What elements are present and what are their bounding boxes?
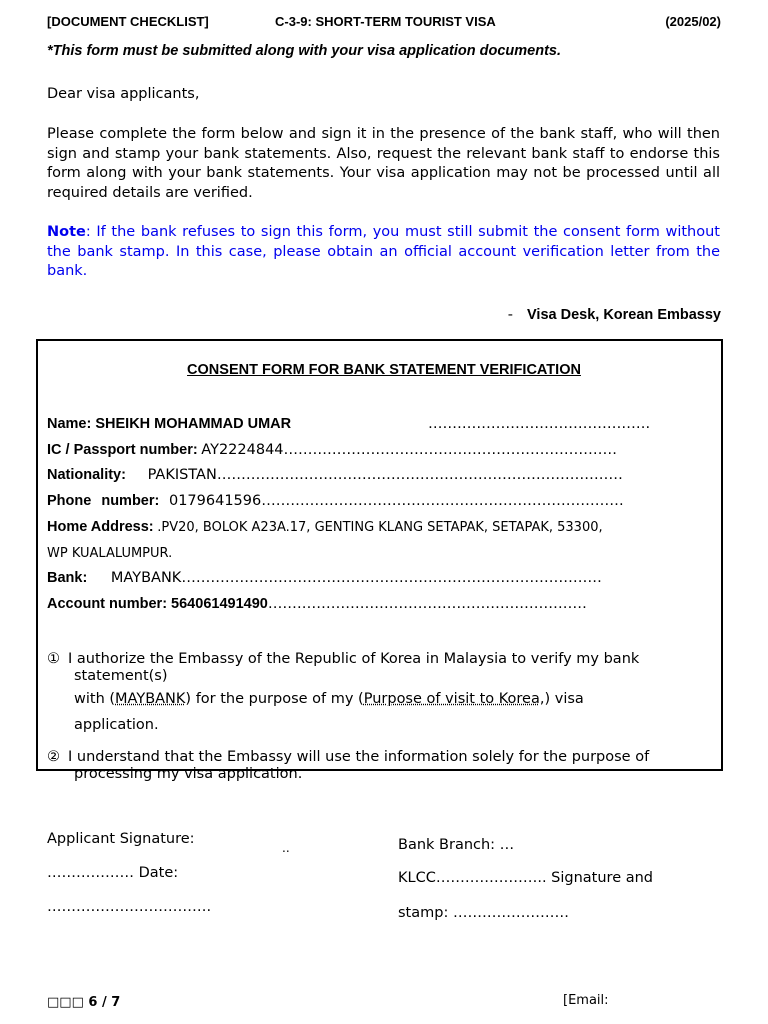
doc-checklist-label: [DOCUMENT CHECKLIST]	[47, 14, 209, 29]
account-label: Account number: 564061491490	[47, 596, 268, 612]
applicant-signature-label: Applicant Signature:	[47, 831, 195, 847]
submission-instruction: *This form must be submitted along with your visa application documents.	[47, 43, 562, 59]
phone-dots: …………………………………………………………………	[261, 493, 624, 509]
bank-branch-label: Bank Branch: …	[398, 837, 515, 853]
item1-line3	[47, 691, 720, 708]
address-label: Home Address:	[47, 519, 154, 535]
item2-marker: ②	[47, 749, 60, 765]
date-line: ……………… Date:	[47, 865, 179, 881]
phone-row	[47, 493, 624, 510]
instructions-paragraph: Please complete the form below and sign it in the presence of the bank staff, who will then sign and stamp your bank statements. Also, request the relevant bank staff to endorse this form along with your bank statements. Your visa application may not be processed until all required details are verified.	[47, 126, 720, 201]
bank-row	[47, 570, 602, 587]
note-label: Note	[47, 224, 86, 240]
signoff	[508, 307, 721, 324]
bank-label: Bank:	[47, 570, 88, 586]
account-dots: …………………………………………………………	[267, 596, 587, 612]
item1-bank: MAYBANK	[115, 691, 186, 707]
email-label: [Email:	[563, 993, 609, 1008]
visa-type-label: C-3-9: SHORT-TERM TOURIST VISA	[275, 14, 496, 29]
nationality-label: Nationality:	[47, 467, 126, 483]
date-dots: …………………………….	[47, 899, 212, 915]
consent-item-2	[47, 749, 720, 783]
item1-line2: statement(s)	[74, 668, 168, 684]
signoff-dash: -	[507, 307, 514, 323]
bank-value: MAYBANK	[110, 570, 182, 586]
item1-with: with (	[74, 691, 116, 707]
form-title: CONSENT FORM FOR BANK STATEMENT VERIFICATION	[187, 362, 581, 378]
version-label: (2025/02)	[665, 14, 721, 29]
stamp-line: stamp: ……………………	[398, 905, 569, 921]
item1-purpose: Purpose of visit to Korea	[363, 691, 540, 707]
greeting: Dear visa applicants,	[47, 86, 200, 102]
item1-line1: I authorize the Embassy of the Republic of Korea in Malaysia to verify my bank	[68, 651, 640, 667]
item1-mid: ) for the purpose of my (	[185, 691, 364, 707]
signoff-text: Visa Desk, Korean Embassy	[527, 307, 721, 323]
address-row	[47, 519, 603, 536]
item1-end: ,) visa	[539, 691, 584, 707]
note-paragraph	[47, 223, 720, 282]
name-dots: ……………………………………….	[428, 416, 651, 432]
item1-line4: application.	[74, 717, 159, 733]
passport-label: IC / Passport number:	[47, 442, 198, 458]
address-line-1: .PV20, BOLOK A23A.17, GENTING KLANG SETAPAK, SETAPAK, 53300,	[157, 520, 603, 535]
item2-line2: processing my visa application.	[74, 766, 303, 782]
account-row	[47, 596, 587, 613]
nationality-row	[47, 467, 623, 484]
address-line-2: WP KUALALUMPUR.	[47, 546, 173, 561]
item2-line1: I understand that the Embassy will use the information solely for the purpose of	[68, 749, 650, 765]
applicant-signature-mark: ..	[282, 841, 290, 855]
bank-dots: ……………………………………………………………………………	[181, 570, 602, 586]
nationality-dots: …………………………………………………………………………	[216, 467, 623, 483]
klcc-signature-line: KLCC………………….. Signature and	[398, 870, 654, 886]
phone-value: 0179641596	[168, 493, 262, 509]
note-text: : If the bank refuses to sign this form, you must still submit the consent form without the bank stamp. In this case, please obtain an official account verification letter from the bank.	[47, 224, 720, 279]
nationality-value: PAKISTAN	[147, 467, 217, 483]
item1-marker: ①	[47, 651, 60, 667]
consent-item-1	[47, 651, 720, 734]
passport-dots: ……………………………………………………………	[283, 442, 618, 458]
page-number: □□□ 6 / 7	[47, 995, 121, 1010]
passport-value: AY2224844	[201, 442, 284, 458]
passport-row	[47, 442, 617, 459]
phone-label: Phone number:	[47, 493, 160, 509]
name-row	[47, 416, 291, 432]
name-label: Name: SHEIKH MOHAMMAD UMAR	[47, 416, 292, 432]
